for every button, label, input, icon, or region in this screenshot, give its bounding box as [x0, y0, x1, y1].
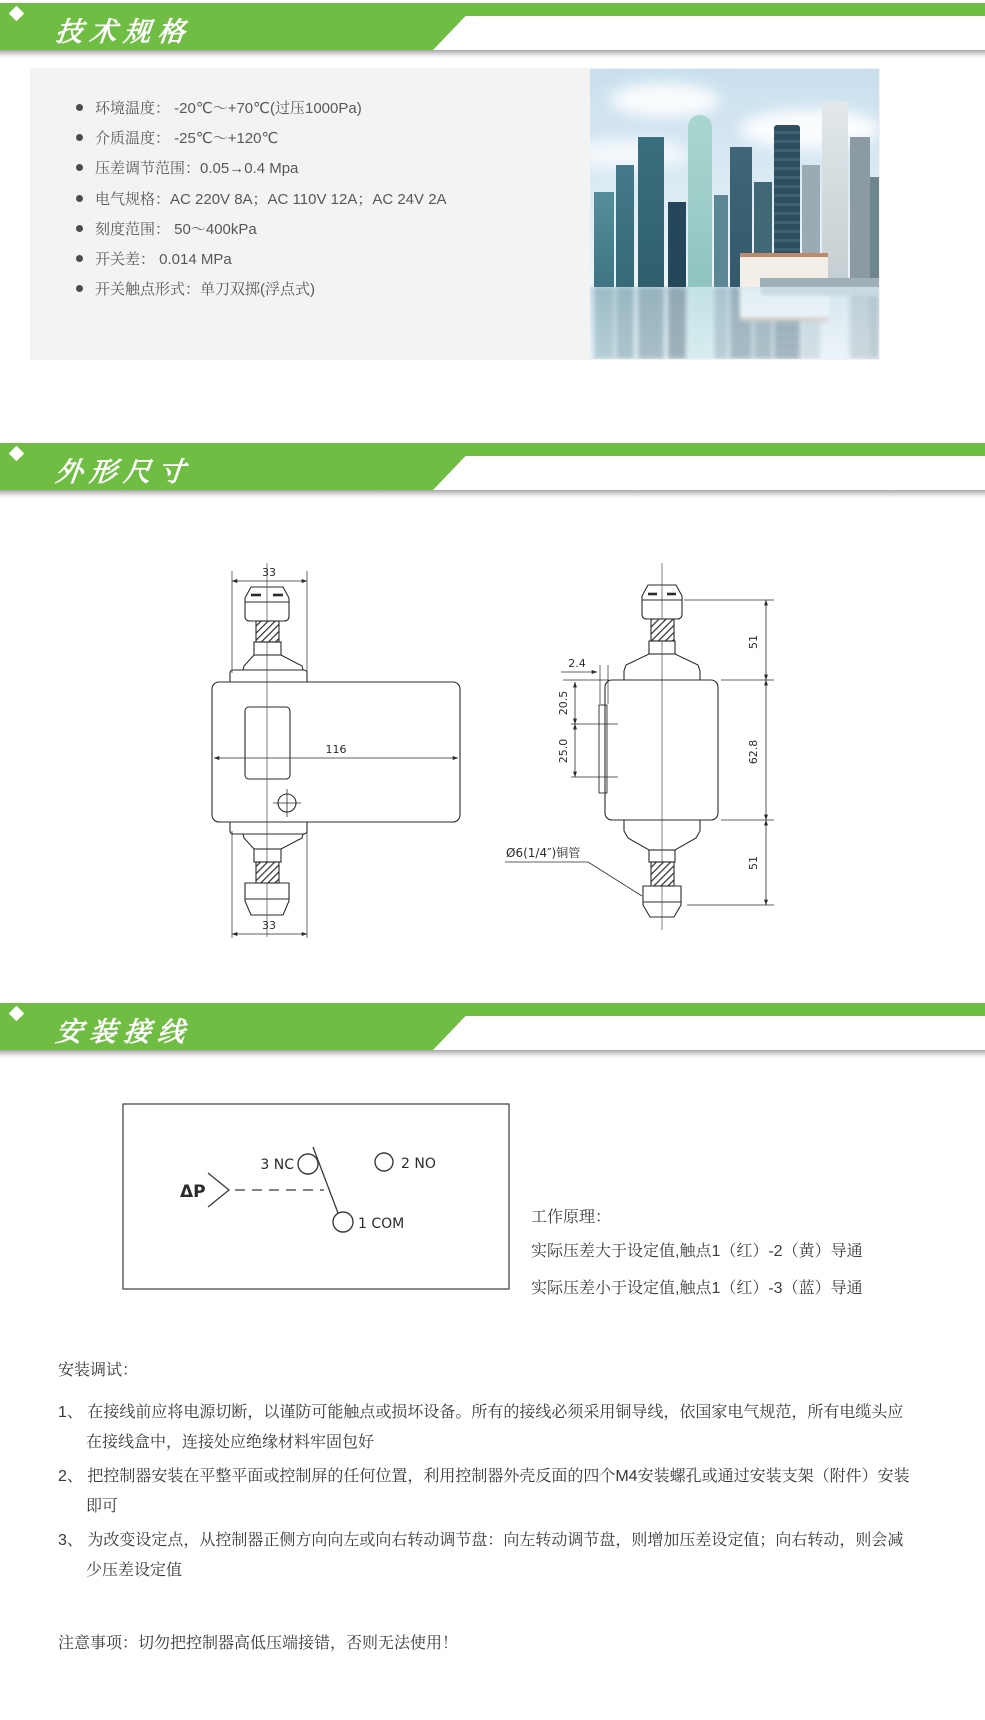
building-shape [714, 287, 728, 359]
dim-side-plate: 2.4 [568, 657, 586, 670]
city-reflection [590, 287, 879, 359]
installation-notes [58, 1356, 910, 1656]
no-label: 2 NO [401, 1156, 436, 1172]
com-label: 1 COM [358, 1216, 405, 1232]
nc-label: 3 NC [260, 1157, 294, 1173]
spec-item: 开关差： 0.014 MPa [76, 245, 447, 275]
dim-side-body-height: 62.8 [747, 739, 760, 765]
building-shape [850, 287, 870, 359]
pipe-label: Ø6(1/4″)铜管 [506, 846, 581, 860]
dim-side-top-height: 51 [747, 635, 760, 649]
city-skyline-photo [590, 69, 879, 359]
principle-line: 实际压差大于设定值,触点1（红）-2（黄）导通 [531, 1243, 863, 1260]
header-shadow [0, 490, 985, 498]
section-title-dimensions: 外形尺寸 [54, 457, 194, 487]
building-shape [870, 177, 879, 287]
header-shadow [0, 1050, 985, 1058]
install-item: 1、 在接线前应将电源切断，以谨防可能触点或损坏设备。所有的接线必须采用铜导线，依国家电气规范，所有电缆头应在接线盒中，连接处应绝缘材料牢固包好 [58, 1404, 904, 1451]
caution-note: 注意事项：切勿把控制器高低压端接错，否则无法使用！ [58, 1635, 459, 1652]
section-header-wiring [0, 1003, 985, 1059]
bridge-shape [760, 287, 879, 296]
section-header-dimensions [0, 443, 985, 499]
building-shape [638, 137, 664, 287]
spec-item: 环境温度： -20℃～+70℃(过压1000Pa) [76, 94, 447, 124]
dim-side-bottom-height: 51 [747, 856, 760, 870]
building-shape [870, 287, 879, 359]
dim-side-upper: 20.5 [557, 690, 570, 716]
install-item: 3、 为改变设定点，从控制器正侧方向向左或向右转动调节盘：向左转动调节盘，则增加压差设定值；向右转动，则会减少压差设定值 [58, 1532, 904, 1579]
header-shadow [0, 50, 985, 58]
dim-front-body-width: 116 [325, 743, 347, 756]
principle-heading: 工作原理： [531, 1209, 612, 1226]
spec-box [30, 68, 880, 360]
building-shape [638, 287, 664, 359]
building-shape [616, 165, 634, 287]
building-shape [688, 287, 712, 359]
spec-item: 开关触点形式：单刀双掷(浮点式) [76, 275, 447, 305]
building-shape [616, 287, 634, 359]
wiring-diagram [122, 1103, 512, 1293]
building-shape [850, 137, 870, 287]
install-heading: 安装调试： [58, 1362, 139, 1379]
building-shape [688, 115, 712, 287]
dimension-drawing [150, 505, 830, 950]
section-title-specs: 技术规格 [54, 17, 194, 47]
spec-item: 压差调节范围：0.05→0.4 Mpa [76, 154, 447, 184]
spec-item: 刻度范围： 50～400kPa [76, 215, 447, 245]
city-buildings [590, 69, 879, 287]
section-title-wiring: 安装接线 [54, 1017, 194, 1047]
spec-item: 电气规格：AC 220V 8A；AC 110V 12A；AC 24V 2A [76, 185, 447, 215]
section-header-specs [0, 3, 985, 59]
building-shape [714, 195, 728, 287]
building-shape [668, 202, 686, 287]
building-shape [594, 192, 614, 287]
building-shape [594, 287, 614, 359]
principle-line: 实际压差小于设定值,触点1（红）-3（蓝）导通 [531, 1280, 863, 1297]
install-item: 2、 把控制器安装在平整平面或控制屏的任何位置，利用控制器外壳反面的四个M4安装螺孔或通过安装支架（附件）安装即可 [58, 1468, 910, 1515]
spec-item: 介质温度： -25℃～+120℃ [76, 124, 447, 154]
dim-side-lower: 25.0 [557, 738, 570, 764]
dim-front-top-width: 33 [262, 566, 276, 579]
spec-list [76, 94, 447, 305]
dp-label: ΔP [180, 1182, 206, 1202]
building-shape [668, 287, 686, 359]
city-buildings [590, 287, 879, 359]
dim-front-bottom-width: 33 [262, 919, 276, 932]
bridge-shape [760, 278, 879, 287]
